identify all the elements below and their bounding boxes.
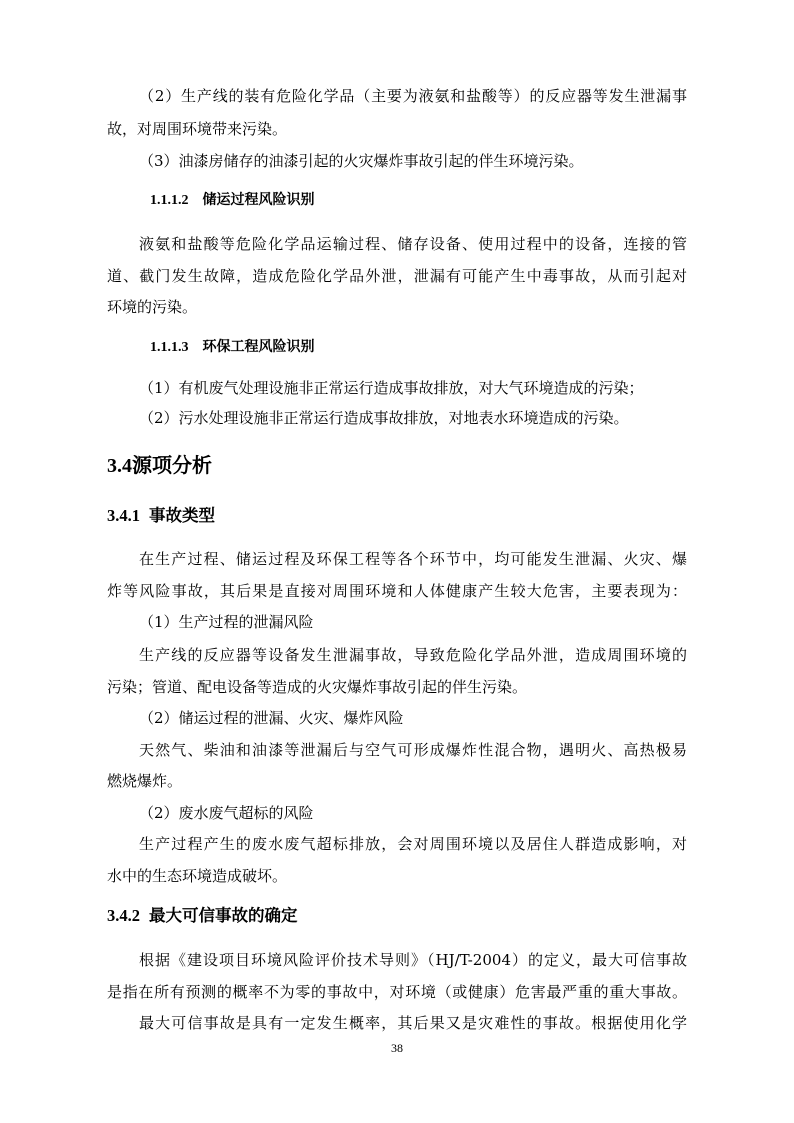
paragraph-line: 生产过程产生的废水废气超标排放，会对周围环境以及居住人群造成影响，对 (139, 835, 687, 853)
paragraph-line: 污染；管道、配电设备等造成的火灾爆炸事故引起的伴生污染。 (107, 678, 528, 696)
paragraph-line: 液氨和盐酸等危险化学品运输过程、储存设备、使用过程中的设备，连接的管 (139, 235, 687, 253)
paragraph-line: （3）油漆房储存的油漆引起的火灾爆炸事故引起的伴生环境污染。 (139, 152, 584, 170)
paragraph-line: 水中的生态环境造成破坏。 (107, 867, 288, 885)
paragraph-line: 最大可信事故是具有一定发生概率，其后果又是灾难性的事故。根据使用化学 (139, 1014, 687, 1032)
paragraph-line: （1）有机废气处理设施非正常运行造成事故排放，对大气环境造成的污染； (139, 379, 644, 397)
paragraph-line: 天然气、柴油和油漆等泄漏后与空气可形成爆炸性混合物，遇明火、高热极易 (139, 741, 687, 759)
section-heading-1-1-1-2: 1.1.1.2 储运过程风险识别 (150, 192, 315, 208)
paragraph-line: 生产线的反应器等设备发生泄漏事故，导致危险化学品外泄，造成周围环境的 (139, 646, 687, 664)
paragraph-line: （2）污水处理设施非正常运行造成事故排放，对地表水环境造成的污染。 (139, 409, 629, 427)
paragraph-line: （2）废水废气超标的风险 (139, 804, 314, 822)
paragraph-line: （2）生产线的装有危险化学品（主要为液氨和盐酸等）的反应器等发生泄漏事 (139, 87, 687, 105)
paragraph-line: 在生产过程、储运过程及环保工程等各个环节中，均可能发生泄漏、火灾、爆 (139, 550, 687, 568)
paragraph-line: 炸等风险事故，其后果是直接对周围环境和人体健康产生较大危害，主要表现为： (107, 582, 687, 600)
paragraph-line: 道、截门发生故障，造成危险化学品外泄，泄漏有可能产生中毒事故，从而引起对 (107, 267, 687, 285)
paragraph-line: 根据《建设项目环境风险评价技术导则》（HJ/T-2004）的定义，最大可信事故 (139, 951, 687, 969)
section-heading-3-4-2: 3.4.2 最大可信事故的确定 (107, 906, 298, 925)
paragraph-line: （1）生产过程的泄漏风险 (139, 613, 314, 631)
paragraph-line: （2）储运过程的泄漏、火灾、爆炸风险 (139, 709, 404, 727)
paragraph-line: 是指在所有预测的概率不为零的事故中，对环境（或健康）危害最严重的重大事故。 (107, 983, 687, 1001)
section-heading-3-4-1: 3.4.1 事故类型 (107, 506, 215, 525)
page-number: 38 (391, 1041, 403, 1055)
paragraph-line: 燃烧爆炸。 (107, 772, 183, 790)
section-heading-3-4: 3.4源项分析 (107, 453, 212, 477)
paragraph-line: 环境的污染。 (107, 298, 198, 316)
section-heading-1-1-1-3: 1.1.1.3 环保工程风险识别 (150, 339, 315, 355)
paragraph-line: 故，对周围环境带来污染。 (107, 120, 288, 138)
